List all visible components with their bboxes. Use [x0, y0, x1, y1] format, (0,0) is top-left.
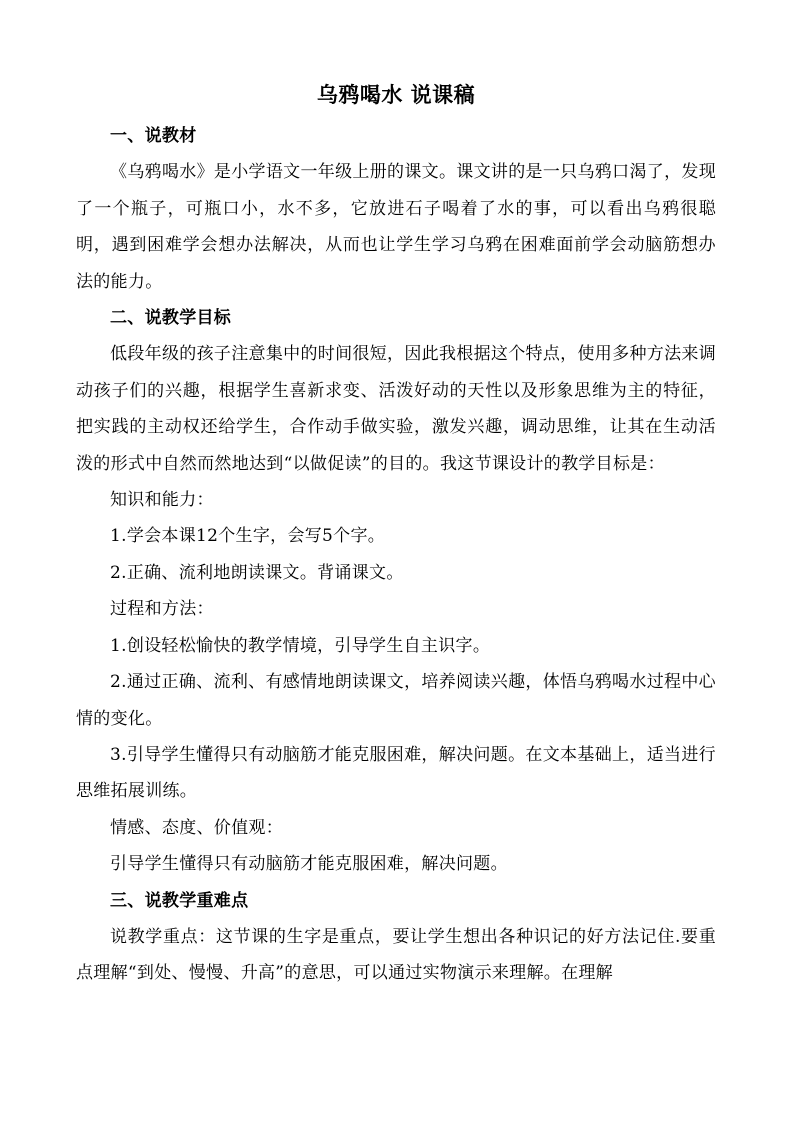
section-heading-teaching-goals: 二、说教学目标	[110, 308, 232, 329]
list-item-knowledge-2: 2.正确、流利地朗读课文。背诵课文。	[110, 562, 404, 583]
section-heading-key-difficult-points: 三、说教学重难点	[110, 890, 249, 911]
list-item-process-1: 1.创设轻松愉快的教学情境，引导学生自主识字。	[110, 635, 491, 656]
document-body	[76, 118, 716, 992]
list-item-process-3: 3.引导学生懂得只有动脑筋才能克服困难，解决问题。在文本基础上，适当进行思维拓展训练。	[76, 744, 716, 802]
paragraph-goals-intro: 低段年级的孩子注意集中的时间很短，因此我根据这个特点，使用多种方法来调动孩子们的兴趣，根据学生喜新求变、活泼好动的天性以及形象思维为主的特征，把实践的主动权还给学生，合作动手做实验，激发兴趣，调动思维，让其在生动活泼的形式中自然而然地达到“以做促读”的目的。我这节课设计的教学目标是：	[76, 344, 716, 474]
subheading-process-method: 过程和方法：	[110, 599, 214, 620]
list-item-knowledge-1: 1.学会本课12个生字，会写5个字。	[110, 526, 386, 547]
list-item-process-2: 2.通过正确、流利、有感情地朗读课文，培养阅读兴趣，体悟乌鸦喝水过程中心情的变化。	[76, 672, 716, 729]
section-heading-textbook: 一、说教材	[110, 126, 197, 146]
subheading-knowledge-ability: 知识和能力：	[110, 490, 214, 511]
subheading-emotion-values: 情感、态度、价值观：	[110, 817, 283, 838]
paragraph-textbook-intro: 《乌鸦喝水》是小学语文一年级上册的课文。课文讲的是一只乌鸦口渴了，发现了一个瓶子，可瓶口小，水不多，它放进石子喝着了水的事，可以看出乌鸦很聪明，遇到困难学会想办法解决，从而也让学生学习乌鸦在困难面前学会动脑筋想办法的能力。	[76, 162, 716, 292]
document-title: 乌鸦喝水 说课稿	[316, 82, 476, 107]
paragraph-key-points: 说教学重点：这节课的生字是重点，要让学生想出各种识记的好方法记住.要重点理解“到处、慢慢、升高”的意思，可以通过实物演示来理解。在理解	[76, 926, 716, 984]
paragraph-emotion-values: 引导学生懂得只有动脑筋才能克服困难，解决问题。	[110, 854, 508, 875]
